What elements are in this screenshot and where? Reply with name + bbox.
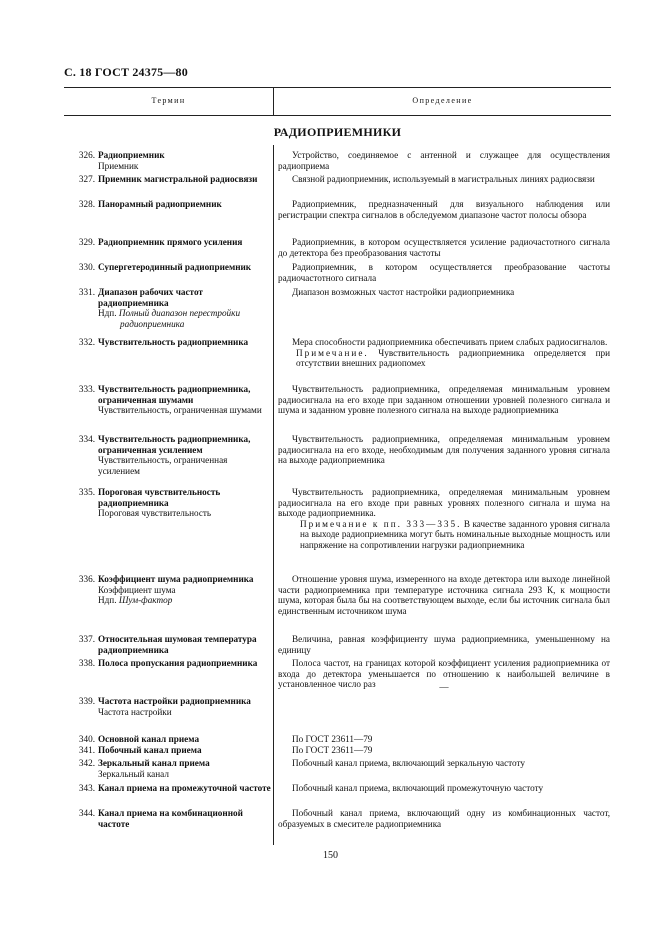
- entry-term: [64, 574, 271, 606]
- entry-number: 326.: [78, 150, 95, 160]
- entry-definition: Устройство, соединяемое с антенной и служащее для осуществления радиоприема: [278, 150, 610, 171]
- column-header-definition: Определение: [412, 96, 473, 105]
- term-not-recommended-cont: радиоприемника: [120, 318, 185, 329]
- entry-number: 333.: [78, 384, 95, 394]
- entry-definition: Полоса частот, на границах которой коэффициент усиления радиоприемника от входа до детектора уменьшается по отношению к наибольшей величине в установленное число раз: [278, 658, 610, 690]
- entry-number: 340.: [78, 734, 95, 744]
- entry-term: [64, 745, 271, 756]
- note-text: Чувствительность радиоприемника определяется при отсутствии внешних радиопомех: [296, 347, 611, 369]
- note: [278, 348, 610, 369]
- entry-term: [64, 287, 271, 329]
- entry-definition: Радиоприемник, в котором осуществляется усиление радиочастотного сигнала до детектора без преобразования частоты: [278, 237, 610, 258]
- entry-term: [64, 434, 271, 476]
- entry-number: 339.: [78, 696, 95, 706]
- entry-term: [64, 150, 271, 171]
- term-not-recommended: Полный диапазон перестройки: [118, 308, 241, 319]
- term-name: Супергетеродинный радиоприемник: [98, 262, 252, 272]
- entry-number: 337.: [78, 634, 95, 644]
- term-name: Приемник магистральной радиосвязи: [98, 174, 258, 184]
- term-name: Радиоприемник: [98, 150, 165, 160]
- term-name: Относительная шумовая температура радиоприемника: [98, 634, 257, 655]
- page-header: С. 18 ГОСТ 24375—80: [64, 65, 188, 79]
- term-name: Зеркальный канал приема: [98, 758, 210, 768]
- entry-definition: [278, 487, 610, 551]
- term-short-form: Частота настройки: [98, 706, 172, 717]
- entry-term: [64, 696, 271, 717]
- entry-term: [64, 487, 271, 519]
- column-header-term: Термин: [151, 96, 186, 105]
- entry-term: [64, 384, 271, 416]
- entry-definition: По ГОСТ 23611—79: [292, 745, 373, 755]
- note-label: Примечание.: [296, 347, 369, 358]
- entry-number: 331.: [78, 287, 95, 297]
- entry-number: 342.: [78, 758, 95, 768]
- definition-text: Мера способности радиоприемника обеспечивать прием слабых радиосигналов.: [292, 337, 608, 347]
- term-name: Основной канал приема: [98, 734, 200, 744]
- note: [278, 519, 610, 551]
- note-label: Примечание к пп. 333—335.: [300, 518, 462, 529]
- entry-definition: Побочный канал приема, включающий зеркальную частоту: [292, 758, 525, 768]
- term-short-form: Чувствительность, ограниченная шумами: [98, 405, 262, 416]
- term-name: Диапазон рабочих частот радиоприемника: [98, 287, 203, 308]
- entry-number: 329.: [78, 237, 95, 247]
- term-name: Канал приема на комбинационной частоте: [98, 808, 243, 829]
- table-top-rule: [64, 87, 611, 88]
- term-name: Полоса пропускания радиоприемника: [98, 658, 258, 668]
- entry-definition: Связной радиоприемник, используемый в магистральных линиях радиосвязи: [292, 174, 595, 184]
- entry-term: [64, 658, 271, 669]
- term-name: Частота настройки радиоприемника: [98, 696, 251, 706]
- entry-definition: Радиоприемник, в котором осуществляется преобразование частоты радиочастотного сигнала: [278, 262, 610, 283]
- entry-number: 341.: [78, 745, 95, 755]
- page-number: 150: [323, 850, 338, 861]
- column-divider: [273, 145, 274, 845]
- entry-definition: [278, 337, 610, 369]
- entry-number: 332.: [78, 337, 95, 347]
- term-name: Побочный канал приема: [98, 745, 202, 755]
- entry-number: 338.: [78, 658, 95, 668]
- entry-term: [64, 783, 271, 794]
- entry-number: 343.: [78, 783, 95, 793]
- term-name: Коэффициент шума радиоприемника: [98, 574, 254, 584]
- entry-number: 344.: [78, 808, 95, 818]
- section-title: РАДИОПРИЕМНИКИ: [273, 125, 402, 139]
- entry-term: [64, 262, 271, 273]
- entry-number: 328.: [78, 199, 95, 209]
- entry-term: [64, 634, 271, 655]
- entry-definition: Побочный канал приема, включающий одну из комбинационных частот, образуемых в смесителе радиоприемника: [278, 808, 610, 829]
- entry-definition: Величина, равная коэффициенту шума радиоприемника, уменьшенному на единицу: [278, 634, 610, 655]
- term-short-form: Чувствительность, ограниченная усилением: [98, 455, 228, 476]
- entry-term: [64, 337, 271, 348]
- entry-definition: —: [439, 682, 449, 692]
- entry-definition: Чувствительность радиоприемника, определяемая минимальным уровнем радиосигнала на его входе, необходимым для получения заданного уровня сигнала на выходе радиоприемника: [278, 434, 610, 466]
- term-name: Радиоприемник прямого усиления: [98, 237, 243, 247]
- entry-term: [64, 808, 271, 829]
- term-name: Чувствительность радиоприемника, ограниченная усилением: [98, 434, 251, 455]
- term-name: Канал приема на промежуточной частоте: [98, 783, 271, 793]
- entry-term: [64, 734, 271, 745]
- entry-definition: Побочный канал приема, включающий промежуточную частоту: [292, 783, 544, 793]
- table-header-rule: [64, 115, 611, 116]
- entry-definition: Диапазон возможных частот настройки радиоприемника: [292, 287, 515, 297]
- term-name: Пороговая чувствительность радиоприемника: [98, 487, 221, 508]
- term-short-form: Пороговая чувствительность: [98, 508, 212, 519]
- term-short-form: Коэффициент шума: [98, 584, 176, 595]
- entry-definition: Радиоприемник, предназначенный для визуального наблюдения или регистрации спектра сигналов в обследуемом диапазоне частот полосы обзора: [278, 199, 610, 220]
- entry-term: [64, 174, 271, 185]
- entry-number: 327.: [78, 174, 95, 184]
- entry-term: [64, 758, 271, 779]
- entry-term: [64, 237, 271, 248]
- entry-definition: По ГОСТ 23611—79: [292, 734, 373, 744]
- term-name: Панорамный радиоприемник: [98, 199, 222, 209]
- entry-number: 330.: [78, 262, 95, 272]
- entry-number: 335.: [78, 487, 95, 497]
- entry-definition: Отношение уровня шума, измеренного на входе детектора или выходе линейной части радиоприемника при температуре источника сигнала 293 К, к мощности шума, которая была бы на соответствующем выходе, если бы источник сигнала был единственным источником шума: [278, 574, 610, 616]
- term-short-form: Зеркальный канал: [98, 768, 169, 779]
- term-short-form: Приемник: [98, 160, 139, 171]
- entry-term: [64, 199, 271, 210]
- entry-definition: Чувствительность радиоприемника, определяемая минимальным уровнем радиосигнала на его входе при заданном отношении уровней полезного сигнала и шума и заданном уровне полезного сигнала на выходе радиоприемника: [278, 384, 610, 416]
- term-name: Чувствительность радиоприемника: [98, 337, 249, 347]
- term-name: Чувствительность радиоприемника, ограниченная шумами: [98, 384, 251, 405]
- entry-number: 336.: [78, 574, 95, 584]
- term-not-recommended: Шум-фактор: [118, 595, 173, 606]
- ndp-label: Ндп.: [98, 595, 117, 606]
- ndp-label: Ндп.: [98, 308, 117, 319]
- note-text: В качестве заданного уровня сигнала на выходе радиоприемника могут быть номинальные выходные мощность или напряжение на сопротивлении нагрузки радиоприемника: [300, 518, 611, 550]
- definition-text: Чувствительность радиоприемника, определяемая минимальным уровнем радиосигнала на его входе при равных уровнях полезного сигнала и шума на выходе радиоприемника.: [278, 487, 610, 519]
- entry-number: 334.: [78, 434, 95, 444]
